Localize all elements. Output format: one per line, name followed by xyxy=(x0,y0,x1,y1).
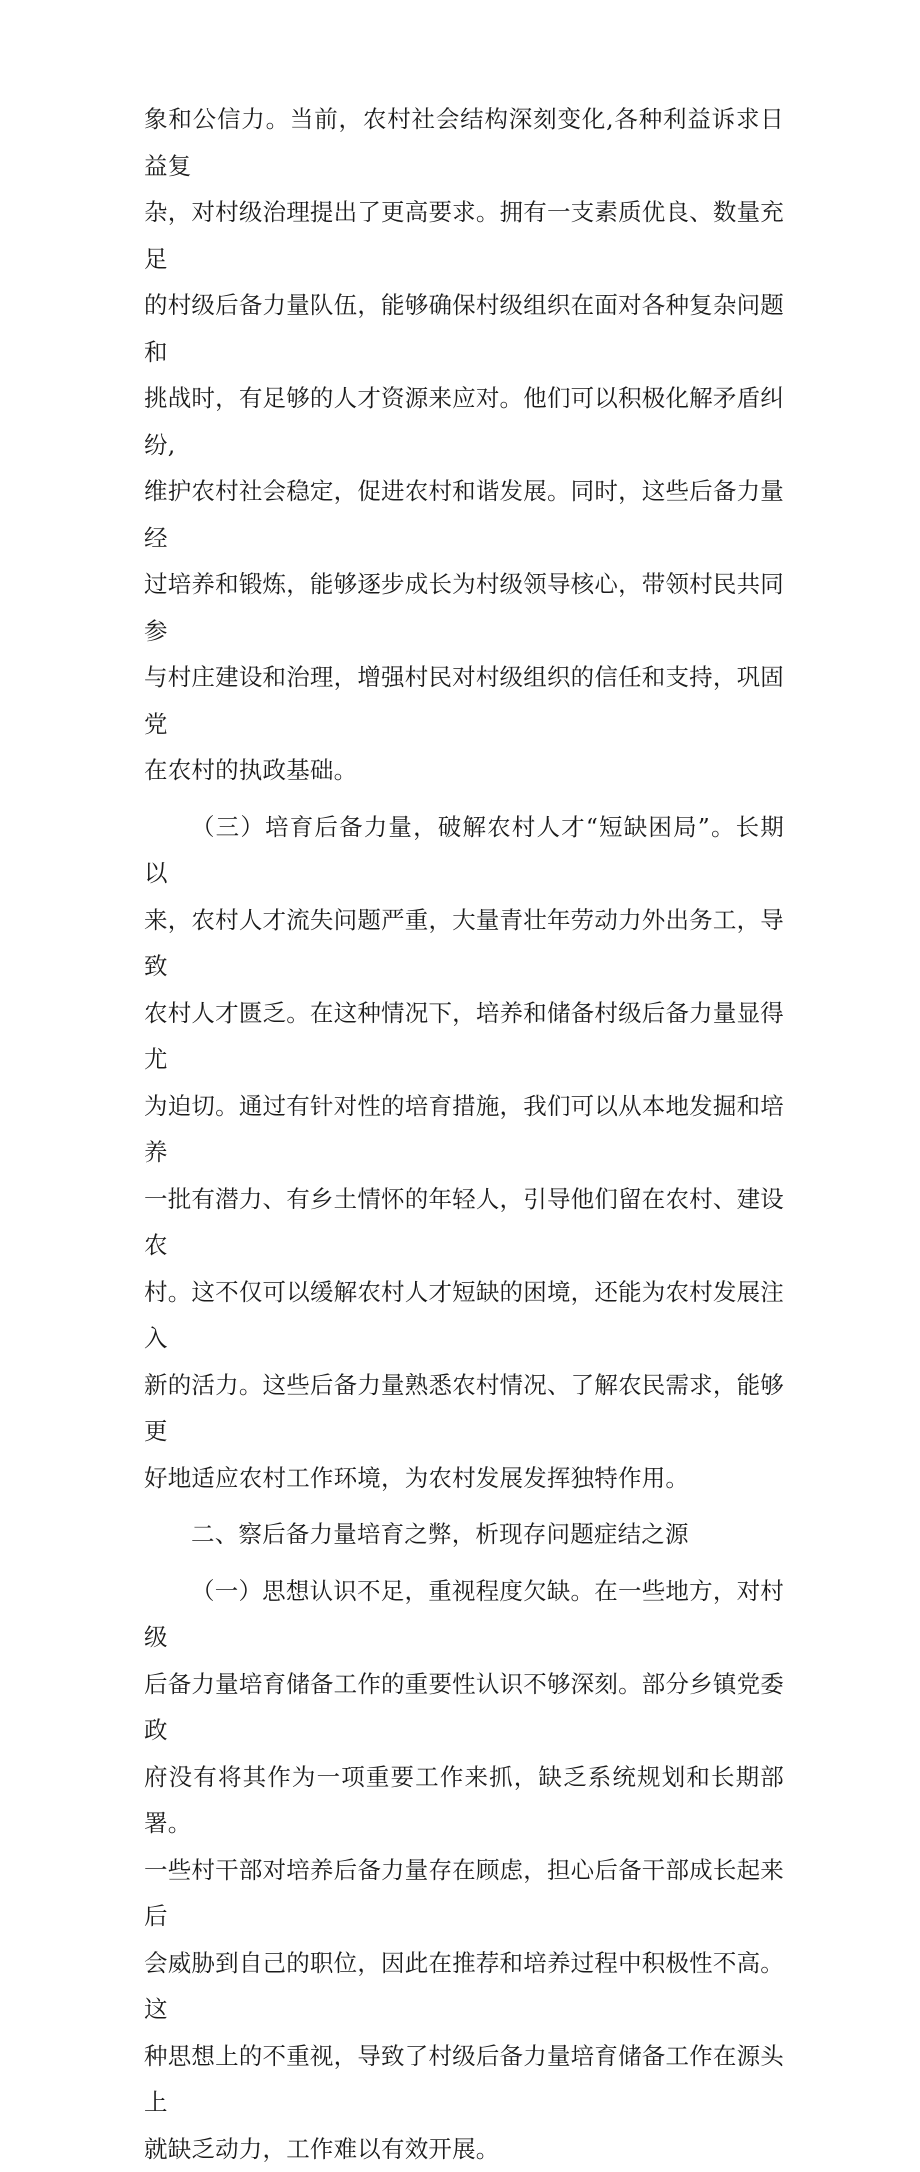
text-line: 在农村的执政基础。 xyxy=(144,747,784,794)
heading-text: 二、察后备力量培育之弊，析现存问题症结之源 xyxy=(144,1511,784,1558)
paragraph-talent-shortage xyxy=(144,804,784,1502)
text-line: 来，农村人才流失问题严重，大量青壮年劳动力外出务工，导致 xyxy=(144,897,784,990)
text-line: 后备力量培育储备工作的重要性认识不够深刻。部分乡镇党委政 xyxy=(144,1661,784,1754)
text-line: 为迫切。通过有针对性的培育措施，我们可以从本地发掘和培养 xyxy=(144,1083,784,1176)
text-line: 村。这不仅可以缓解农村人才短缺的困境，还能为农村发展注入 xyxy=(144,1269,784,1362)
text-line: 的村级后备力量队伍，能够确保村级组织在面对各种复杂问题和 xyxy=(144,282,784,375)
text-line: 新的活力。这些后备力量熟悉农村情况、了解农民需求，能够更 xyxy=(144,1362,784,1455)
text-line: 挑战时，有足够的人才资源来应对。他们可以积极化解矛盾纠纷, xyxy=(144,375,784,468)
document-body xyxy=(144,96,784,2172)
text-line: 种思想上的不重视，导致了村级后备力量培育储备工作在源头上 xyxy=(144,2033,784,2126)
text-line: 农村人才匮乏。在这种情况下，培养和储备村级后备力量显得尤 xyxy=(144,990,784,1083)
section-heading xyxy=(144,1511,784,1558)
text-line: 与村庄建设和治理，增强村民对村级组织的信任和支持，巩固党 xyxy=(144,654,784,747)
text-line: 象和公信力。当前，农村社会结构深刻变化,各种利益诉求日益复 xyxy=(144,96,784,189)
text-line: 过培养和锻炼，能够逐步成长为村级领导核心，带领村民共同参 xyxy=(144,561,784,654)
text-line: 府没有将其作为一项重要工作来抓，缺乏系统规划和长期部署。 xyxy=(144,1754,784,1847)
text-line-first: （三）培育后备力量，破解农村人才“短缺困局”。长期以 xyxy=(144,804,784,897)
text-line: 就缺乏动力，工作难以有效开展。 xyxy=(144,2126,784,2172)
text-line-first: （一）思想认识不足，重视程度欠缺。在一些地方，对村级 xyxy=(144,1568,784,1661)
text-line: 一些村干部对培养后备力量存在顾虑，担心后备干部成长起来后 xyxy=(144,1847,784,1940)
text-line: 维护农村社会稳定，促进农村和谐发展。同时，这些后备力量经 xyxy=(144,468,784,561)
text-line: 一批有潜力、有乡土情怀的年轻人，引导他们留在农村、建设农 xyxy=(144,1176,784,1269)
paragraph-awareness-deficit xyxy=(144,1568,784,2172)
text-line: 会威胁到自己的职位，因此在推荐和培养过程中积极性不高。这 xyxy=(144,1940,784,2033)
paragraph-village-governance xyxy=(144,96,784,794)
text-line: 好地适应农村工作环境，为农村发展发挥独特作用。 xyxy=(144,1455,784,1502)
text-line: 杂，对村级治理提出了更高要求。拥有一支素质优良、数量充足 xyxy=(144,189,784,282)
